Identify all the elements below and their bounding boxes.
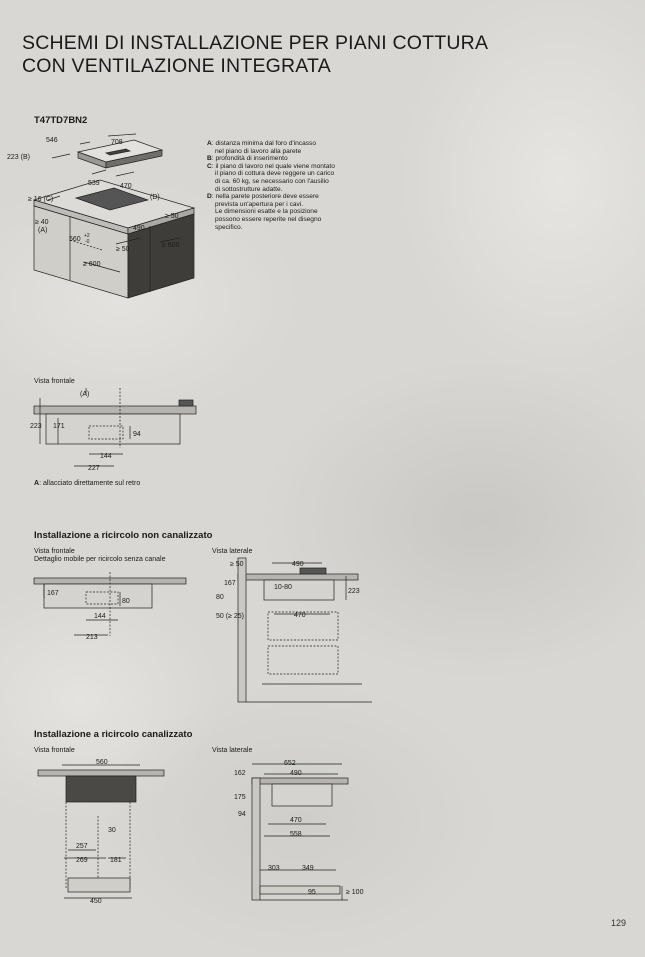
front-227: 227 [88,465,100,472]
dim-560-tol-plus: +2 [84,233,90,239]
rs-223: 223 [348,588,360,595]
front-171: 171 [53,423,65,430]
dim-50-bottom: ≥ 50 [116,246,130,253]
rds-100: ≥ 100 [346,889,364,896]
page-number: 129 [611,918,627,928]
rs-490: 490 [292,561,304,568]
dim-490: 490 [133,225,145,232]
ro-80: 80 [122,598,130,605]
recirc-open-heading: Installazione a ricircolo non canalizzato [34,530,213,541]
rds-349: 349 [302,865,314,872]
recirc-open-front-diagram [34,572,194,642]
rds-490: 490 [290,770,302,777]
rd-269: 269 [76,857,88,864]
front-94: 94 [133,431,141,438]
dim-546: 546 [46,137,58,144]
recirc-duct-side-diagram [212,756,382,906]
rds-470: 470 [290,817,302,824]
rds-558: 558 [290,831,302,838]
recirc-duct-side-label: Vista laterale [212,747,253,754]
rd-450: 450 [90,898,102,905]
rd-257: 257 [76,843,88,850]
ro-213: 213 [86,634,98,641]
dim-708: 708 [111,139,123,146]
dim-16c: ≥ 16 (C) [28,196,54,203]
recirc-open-front-label: Vista frontale [34,548,75,555]
dim-d: (D) [150,194,160,201]
rd-181: 181 [110,857,122,864]
rs-80: 80 [216,594,224,601]
model-code: T47TD7BN2 [34,115,88,126]
recirc-open-side-label: Vista laterale [212,548,253,555]
ro-167: 167 [47,590,59,597]
dim-600-bottom: ≥ 600 [83,261,101,268]
front-view-label: Vista frontale [34,378,75,385]
rs-10-80: 10-80 [274,584,292,591]
ro-144: 144 [94,613,106,620]
dim-539: 539 [88,180,100,187]
dim-560-tol-minus: -0 [85,239,90,245]
dim-a: (A) [38,227,48,234]
front-223: 223 [30,423,42,430]
legend-notes: A: distanza minima dal foro d'incasso nel piano di lavoro alla parete B: profondità di inserimento C: il piano di lavoro nel quale viene montato il piano di cottura deve reggere un carico di ca. 60 kg, se necessario con l'ausilio di sottostrutture adatte. D: nella parete posteriore deve essere prevista un'apertura per i cavi. Le dimensioni esatte e la posizione possono essere reperite nel disegno specifico. [207,140,335,231]
rd-30: 30 [108,827,116,834]
dim-470: 470 [120,183,132,190]
front-view-diagram [30,388,204,478]
rs-470: 470 [294,612,306,619]
isometric-installation-diagram [7,130,200,305]
dim-223b: 223 (B) [7,154,30,161]
rds-162: 162 [234,770,246,777]
front-144: 144 [100,453,112,460]
front-a: (A) [80,391,90,398]
dim-560: 560 [69,236,81,243]
rs-50-25: 50 (≥ 25) [216,613,244,620]
rs-50: ≥ 50 [230,561,244,568]
recirc-open-front-sub: Dettaglio mobile per ricircolo senza canale [34,556,166,563]
rs-167: 167 [224,580,236,587]
rds-94: 94 [238,811,246,818]
rds-303: 303 [268,865,280,872]
rd-560: 560 [96,759,108,766]
dim-600-right: ≥ 600 [162,242,180,249]
recirc-duct-heading: Installazione a ricircolo canalizzato [34,729,193,740]
dim-40: ≥ 40 [35,219,49,226]
dim-50-right: ≥ 50 [165,213,179,220]
recirc-duct-front-diagram [34,756,174,906]
front-view-note: A: allacciato direttamente sul retro [34,480,141,487]
rds-95: 95 [308,889,316,896]
rds-652: 652 [284,760,296,767]
recirc-open-side-diagram [212,556,382,706]
recirc-duct-front-label: Vista frontale [34,747,75,754]
rds-175: 175 [234,794,246,801]
page-title: SCHEMI DI INSTALLAZIONE PER PIANI COTTURA CON VENTILAZIONE INTEGRATA [22,32,489,77]
